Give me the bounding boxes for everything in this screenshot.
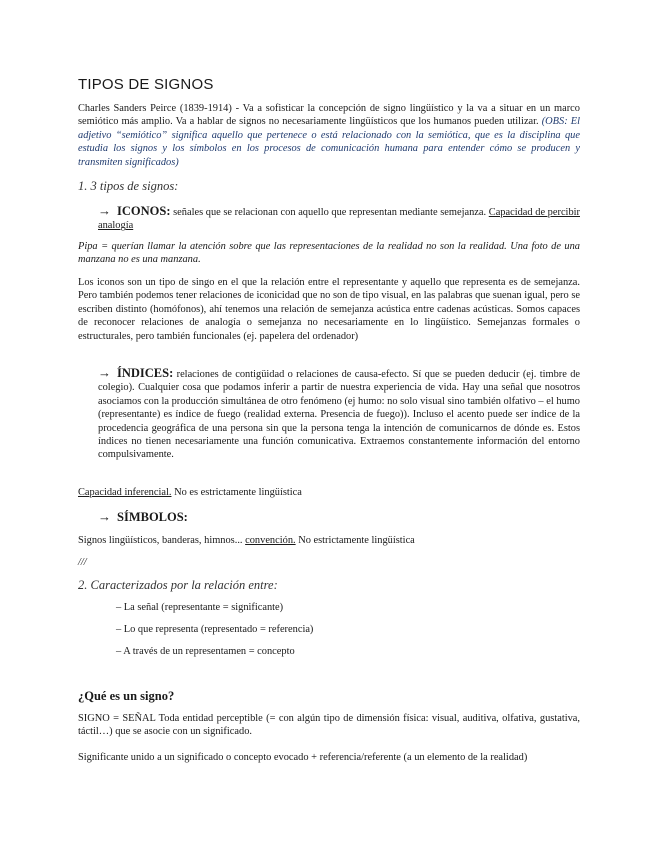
significante-line: Significante unido a un significado o concepto evocado + referencia/referente (a un elemento de la realidad)	[78, 752, 528, 763]
relation-item: – Lo que representa (representado = referencia)	[116, 624, 314, 635]
relation-item: – A través de un representamen = concepto	[116, 646, 295, 657]
intro-paragraph	[78, 102, 580, 169]
arrow-icon: →	[98, 203, 111, 218]
simbolos-convencion: convención.	[245, 535, 296, 546]
simbolos-text-after: No estrictamente lingüística	[295, 535, 415, 546]
section1-heading: 1. 3 tipos de signos:	[78, 179, 179, 193]
simbolos-text-before: Signos lingüísticos, banderas, himnos...	[78, 535, 246, 546]
intro-text: Charles Sanders Peirce (1839-1914) - Va a sofisticar la concepción de signo lingüístico y la va a situar en un marco semiótico más amplio. Va a hablar de signos no necesariamente lingüísticos que los humanos pueden utilizar.	[78, 103, 580, 128]
section2-heading: 2. Caracterizados por la relación entre:	[78, 578, 278, 592]
signo-definition: SIGNO = SEÑAL Toda entidad perceptible (= con algún tipo de dimensión física: visual, auditiva, olfativa, gustativa, táctil…) que se asocie con un significado.	[78, 713, 580, 738]
iconos-label: ICONOS:	[117, 204, 171, 218]
iconos-capacity: Capacidad de percibir analogía	[98, 207, 580, 232]
indices-item	[98, 366, 580, 462]
inferencial-line	[78, 486, 580, 499]
iconos-item	[98, 204, 580, 233]
page-title: TIPOS DE SIGNOS	[78, 76, 214, 93]
iconos-text: señales que se relacionan con aquello que representan mediante semejanza.	[170, 207, 489, 218]
question-heading: ¿Qué es un signo?	[78, 689, 175, 703]
simbolos-item	[98, 510, 580, 525]
indices-text: relaciones de contigüidad o relaciones de causa-efecto. Sí que se pueden deducir (ej. timbre de colegio). Cualquier cosa que podamos inferir a partir de nuestra experiencia de vida. Hay una señal que nosotros asociamos con la producción simultánea de otro fenómeno (ej humo: no solo visual sino también olfativo – el humo (representante) es índice de fuego (realidad externa. Presencia de fuego)). Incluso el acento puede ser índice de la procedencia geográfica de una persona sin que la persona tenga la intención de comunicarnos de dónde es. Estos índices no tienen necesariamente una función comunicativa. Extraemos constantemente información del entorno compulsivamente.	[98, 369, 580, 461]
inferencial-text: No es estrictamente lingüística	[171, 487, 302, 498]
indices-label: ÍNDICES:	[117, 366, 174, 380]
arrow-icon: →	[98, 509, 111, 524]
inferencial-label: Capacidad inferencial.	[78, 487, 172, 498]
iconos-paragraph: Los iconos son un tipo de singo en el que la relación entre el representante y aquello que representa es de semejanza. Pero también podemos tener relaciones de iconicidad que no son de tipo visual, en las palabras que suenan igual, pero se escriben distinto (homófonos), ahí tenemos una relación de semejanza acústica entre cadenas acústicas. Somos capaces de reconocer relaciones de analogía o semejanza no necesariamente en lo lingüístico. Semejanzas formales o estructurales, pero también funcionales (ej. papelera del ordenador)	[78, 277, 580, 342]
simbolos-line	[78, 534, 580, 547]
simbolos-label: SÍMBOLOS:	[117, 510, 188, 524]
pipa-paragraph: Pipa = querían llamar la atención sobre que las representaciones de la realidad no son la realidad. Una foto de una manzana no es una manzana.	[78, 241, 580, 266]
arrow-icon: →	[98, 365, 111, 380]
separator: ///	[78, 557, 87, 568]
relation-item: – La señal (representante = significante)	[116, 602, 284, 613]
obs-note: (OBS: El adjetivo “semiótico” significa aquello que pertenece o está relacionado con la semiótica, que es la disciplina que estudia los signos y los símbolos en los procesos de comunicación humana para entender cómo se producen y transmiten significados)	[78, 116, 580, 168]
